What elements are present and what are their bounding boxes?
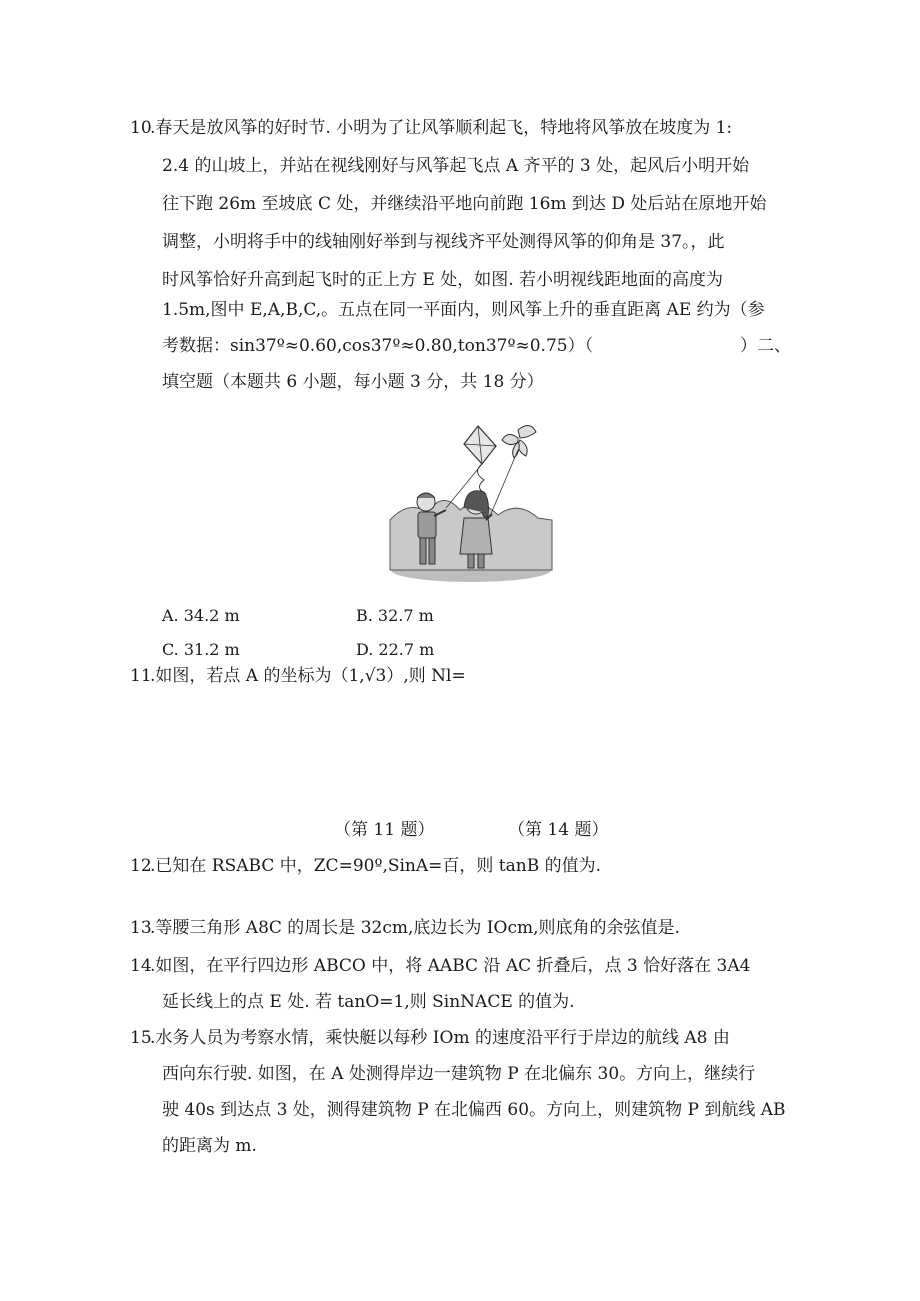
figure-caption-11: （第 11 题） [334,820,435,840]
question-line: .如图，在平行四边形 ABCO 中，将 AABC 沿 AC 折叠后，点 3 恰好落在 3A4 [150,956,751,976]
question-line: 延长线上的点 E 处. 若 tanO=1,则 SinNACE 的值为. [162,992,575,1012]
question-line: 往下跑 26m 至坡底 C 处，并继续沿平地向前跑 16m 到达 D 处后站在原地开始 [162,194,767,214]
question-line: 1.5m,图中 E,A,B,C,。五点在同一平面内，则风筝上升的垂直距离 AE 约为（参 [162,300,765,320]
question-line-tail: ）二、 [740,336,791,356]
question-text: .已知在 RSABC 中，ZC=90º,SinA=百，则 tanB 的值为. [150,856,602,876]
question-number: 12 [130,856,152,876]
option-c: C. 31.2 m [162,640,240,659]
question-number: 14 [130,956,152,976]
option-b: B. 32.7 m [356,606,434,625]
question-line: 考数据：sin37º≈0.60,cos37º≈0.80,ton37º≈0.75）（ [162,336,594,356]
figure-caption-14: （第 14 题） [508,820,609,840]
question-number: 10 [130,118,152,138]
kite-illustration [388,420,554,586]
question-line: 调整，小明将手中的线轴刚好举到与视线齐平处测得风筝的仰角是 37。，此 [162,232,725,252]
question-line: .水务人员为考察水情，乘快艇以每秒 IOm 的速度沿平行于岸边的航线 A8 由 [150,1028,730,1048]
question-text: .如图，若点 A 的坐标为（1,√3）,则 Nl= [150,666,466,686]
question-line: 的距离为 m. [162,1136,257,1156]
question-line: 时风筝恰好升高到起飞时的正上方 E 处，如图. 若小明视线距地面的高度为 [162,270,724,290]
question-number: 11 [130,666,152,686]
option-a: A. 34.2 m [162,606,240,625]
question-line: 西向东行驶. 如图，在 A 处测得岸边一建筑物 P 在北偏东 30。方向上，继续行 [162,1064,756,1084]
question-line: 2.4 的山坡上，并站在视线刚好与风筝起飞点 A 齐平的 3 处，起风后小明开始 [162,156,750,176]
option-d: D. 22.7 m [356,640,435,659]
question-number: 15 [130,1028,152,1048]
question-text: .等腰三角形 A8C 的周长是 32cm,底边长为 IOcm,则底角的余弦值是. [150,918,680,938]
question-line: 驶 40s 到达点 3 处，测得建筑物 P 在北偏西 60。方向上，则建筑物 P 到航线 AB [162,1100,786,1120]
question-line: .春天是放风筝的好时节. 小明为了让风筝顺利起飞，特地将风筝放在坡度为 1: [150,118,733,138]
question-number: 13 [130,918,152,938]
section-heading: 填空题（本题共 6 小题，每小题 3 分，共 18 分） [162,372,544,392]
